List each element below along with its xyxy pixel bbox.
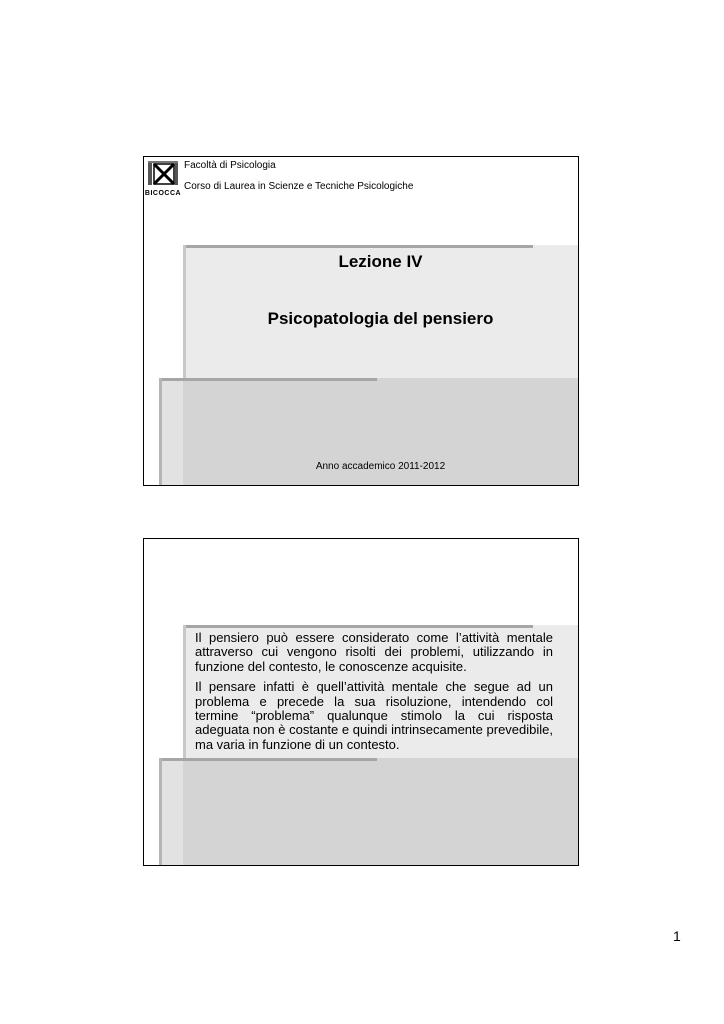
slide-2 [143,538,579,866]
academic-year: Anno accademico 2011-2012 [315,461,446,472]
page-number: 1 [673,928,681,944]
slide-1 [143,156,579,486]
slide-body-text [195,631,553,758]
decorative-panel-bottom [159,758,578,865]
paragraph-1: Il pensiero può essere considerato come l’attività mentale attraverso cui vengono risolti dei problemi, utilizzando in funzione del contesto, le conoscenze acquisite. [195,630,553,674]
faculty-name: Facoltà di Psicologia [184,160,276,171]
lesson-title: Lezione IV [338,252,423,271]
paragraph-2: Il pensare infatti è quell’attività mentale che segue ad un problema e precede la sua risoluzione, intendendo col termine “problema” qualunque stimolo la cui risposta adeguata non è costante e quindi intrinsecamente prevedibile, ma varia in funzione di un contesto. [195,679,553,752]
svg-text:BICOCCA: BICOCCA [144,190,182,197]
university-logo-icon [144,160,182,198]
course-name: Corso di Laurea in Scienze e Tecniche Psicologiche [184,181,414,192]
lesson-topic: Psicopatologia del pensiero [267,309,494,328]
